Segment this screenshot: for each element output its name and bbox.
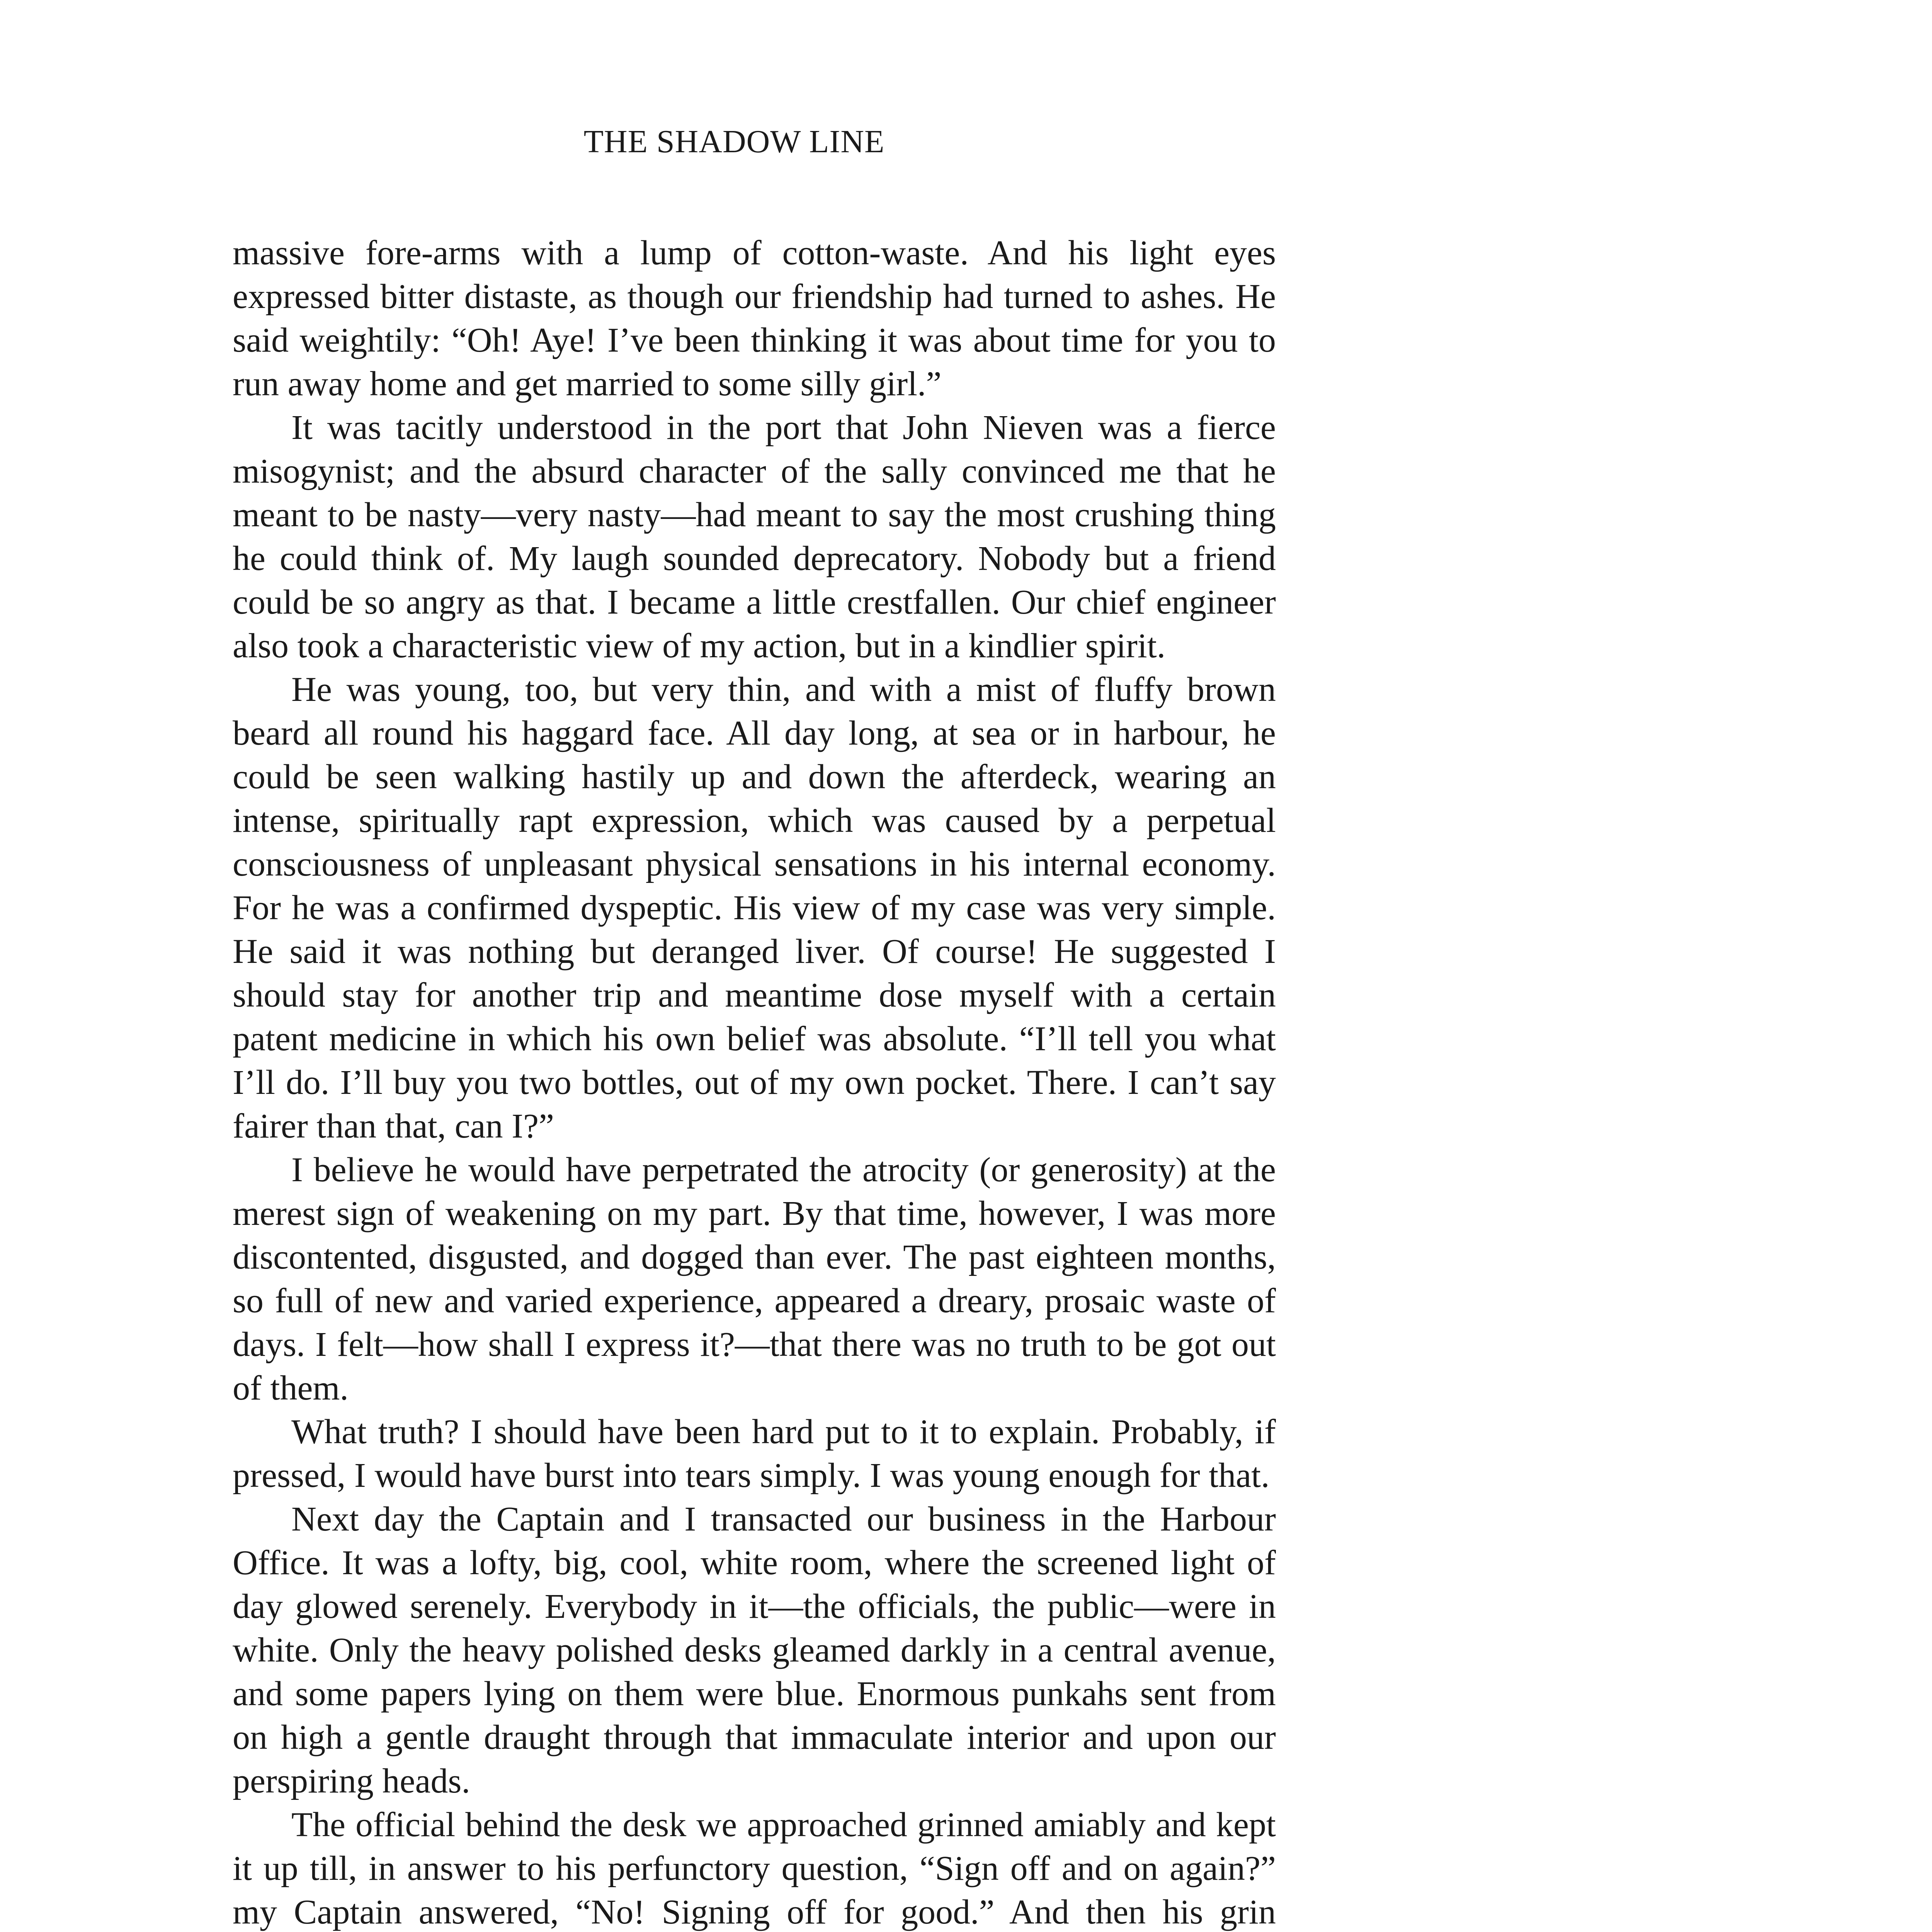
paragraph: The official behind the desk we approached grinned amiably and kept it up till, in answer to his perfunctory question, “Sign off and on again?” my Captain answered, “No! Signing off for good.” And then his grin — [233, 1806, 1276, 1931]
paragraph: Next day the Captain and I transacted our business in the Harbour Office. It was a lofty, big, cool, white room, where the screened light of day glowed serenely. Everybody in it—the officials, the public—were in white. Only the heavy polished desks gleamed darkly in a central avenue, and some papers lying on them were blue. Enormous punkahs sent from on high a gentle draught through that immaculate interior and upon our perspiring heads. — [233, 1500, 1276, 1800]
paragraph: I believe he would have perpetrated the atrocity (or generosity) at the merest sign of weakening on my part. By that time, however, I was more discontented, disgusted, and dogged than ever. The past eighteen months, so full of new and varied experience, appeared a dreary, prosaic waste of days. I felt—how shall I express it?—that there was no truth to be got out of them. — [233, 1151, 1276, 1407]
paragraph: What truth? I should have been hard put to it to explain. Probably, if pressed, I would have burst into tears simply. I was young enough for that. — [233, 1413, 1276, 1495]
body-text — [233, 231, 1276, 1932]
running-head-title: THE SHADOW LINE — [583, 124, 885, 160]
paragraph: massive fore-arms with a lump of cotton-waste. And his light eyes expressed bitter distaste, as though our friendship had turned to ashes. He said weightily: “Oh! Aye! I’ve been thinking it was about time for you to run away home and get married to some silly girl.” — [233, 234, 1276, 403]
paragraph: He was young, too, but very thin, and with a mist of fluffy brown beard all round his haggard face. All day long, at sea or in harbour, he could be seen walking hastily up and down the afterdeck, wearing an intense, spiritually rapt expression, which was caused by a perpetual consciousness of unpleasant physical sensations in his internal economy. For he was a confirmed dyspeptic. His view of my case was very simple. He said it was nothing but deranged liver. Of course! He suggested I should stay for another trip and meantime dose myself with a certain patent medicine in which his own belief was absolute. “I’ll tell you what I’ll do. I’ll buy you two bottles, out of my own pocket. There. I can’t say fairer than that, can I?” — [233, 670, 1276, 1145]
paragraph: It was tacitly understood in the port that John Nieven was a fierce misogynist; and the absurd character of the sally convinced me that he meant to be nasty—very nasty—had meant to say the most crushing thing he could think of. My laugh sounded deprecatory. Nobody but a friend could be so angry as that. I became a little crestfallen. Our chief engineer also took a characteristic view of my action, but in a kindlier spirit. — [233, 408, 1276, 665]
